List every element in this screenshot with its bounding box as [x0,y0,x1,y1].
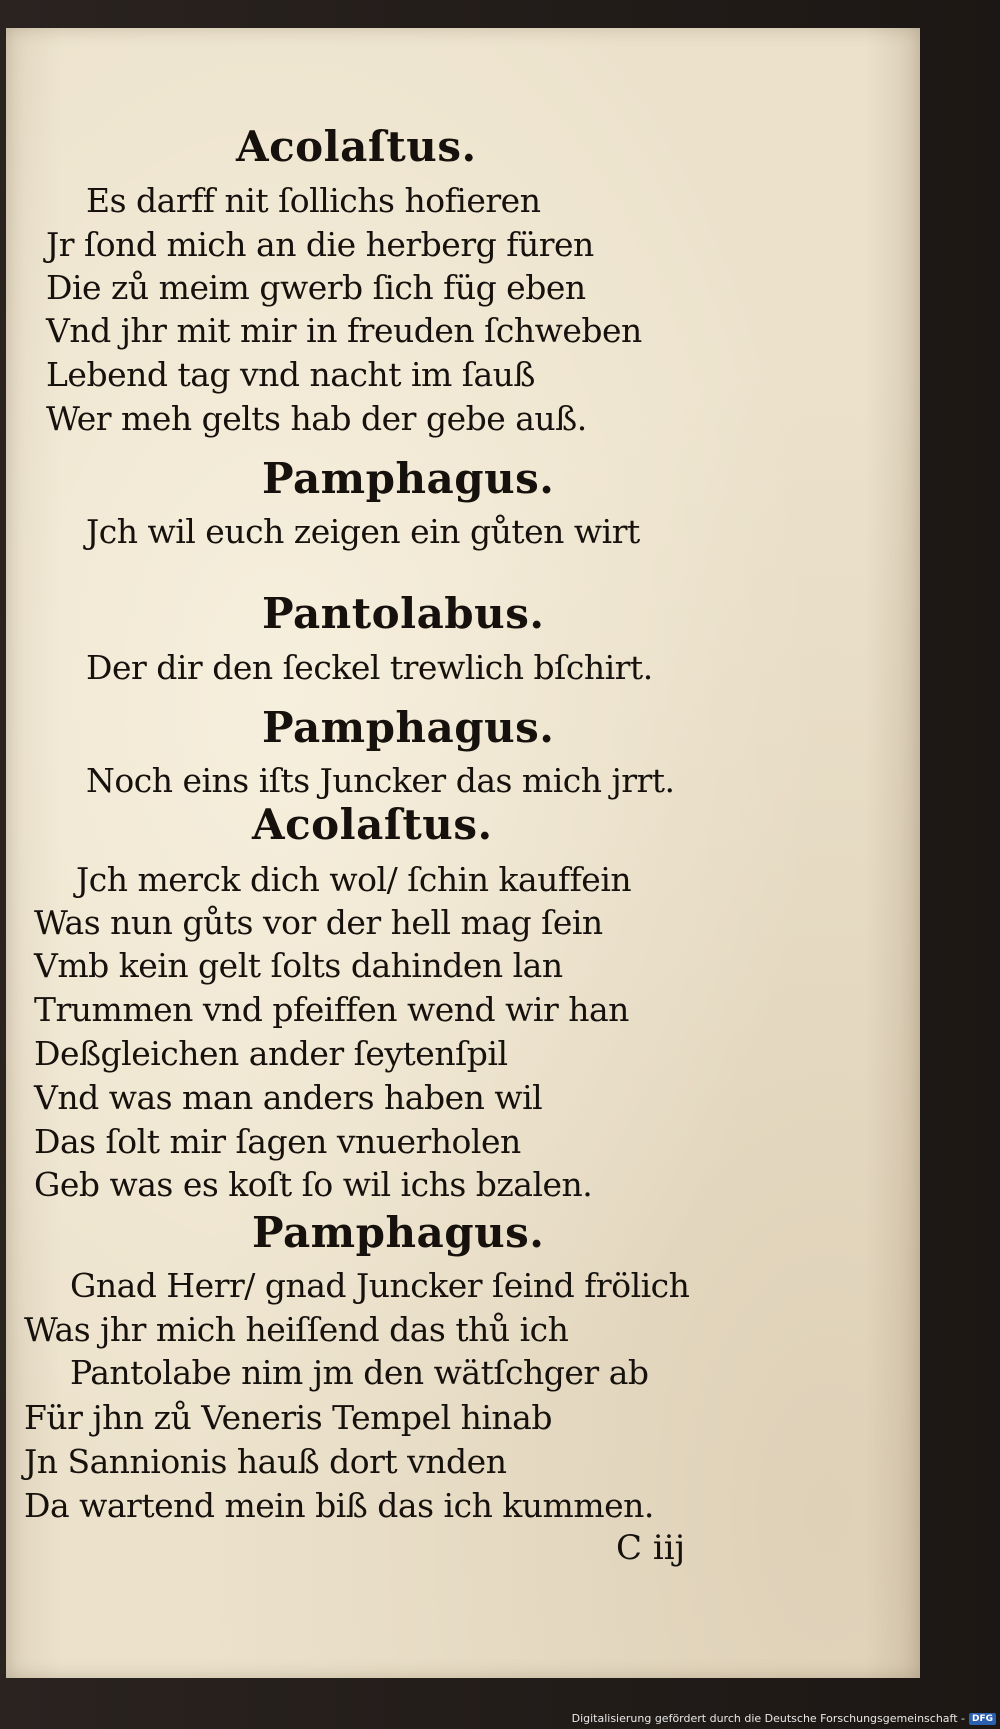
verse-line: Vmb kein gelt ſolts dahinden lan [34,946,563,985]
dfg-logo-icon: DFG [969,1713,996,1725]
speaker-heading: Acolaſtus. [236,122,477,171]
verse-line: Es darff nit ſollichs hofieren [86,181,541,220]
verse-line: Lebend tag vnd nacht im ſauß [46,355,535,394]
speaker-heading: Acolaſtus. [252,800,493,849]
page-text [6,28,920,1678]
speaker-heading: Pamphagus. [262,703,555,752]
verse-line: Was jhr mich heiſſend das thů ich [24,1310,569,1349]
verse-line: Pantolabe nim jm den wätſchger ab [70,1353,649,1392]
verse-line: Geb was es koſt ſo wil ichs bzalen. [34,1165,593,1204]
verse-line: Noch eins iſts Juncker das mich jrrt. [86,761,675,800]
book-page [6,28,920,1678]
verse-line: Jch wil euch zeigen ein gůten wirt [86,512,640,551]
verse-line: Deßgleichen ander ſeytenſpil [34,1034,508,1073]
verse-line: Jr ſond mich an die herberg füren [46,225,594,264]
speaker-heading: Pantolabus. [262,589,545,638]
verse-line: Das ſolt mir ſagen vnuerholen [34,1122,521,1161]
signature-mark: C iij [616,1528,686,1568]
verse-line: Vnd was man anders haben wil [34,1078,543,1117]
funding-credit [572,1712,996,1725]
verse-line: Da wartend mein biß das ich kummen. [24,1486,654,1525]
verse-line: Trummen vnd pfeiffen wend wir han [34,990,629,1029]
verse-line: Der dir den ſeckel trewlich bſchirt. [86,648,653,687]
speaker-heading: Pamphagus. [262,454,555,503]
verse-line: Für jhn zů Veneris Tempel hinab [24,1398,552,1437]
funding-credit-text: Digitalisierung gefördert durch die Deutsche Forschungsgemeinschaft - [571,1712,965,1725]
verse-line: Was nun gůts vor der hell mag ſein [34,903,603,942]
speaker-heading: Pamphagus. [252,1208,545,1257]
verse-line: Vnd jhr mit mir in freuden ſchweben [46,311,642,350]
verse-line: Gnad Herr/ gnad Juncker ſeind frölich [70,1266,690,1305]
verse-line: Die zů meim gwerb ſich füg eben [46,268,586,307]
verse-line: Wer meh gelts hab der gebe auß. [46,399,587,438]
verse-line: Jch merck dich wol/ ſchin kauffein [76,860,632,899]
verse-line: Jn Sannionis hauß dort vnden [24,1442,507,1481]
